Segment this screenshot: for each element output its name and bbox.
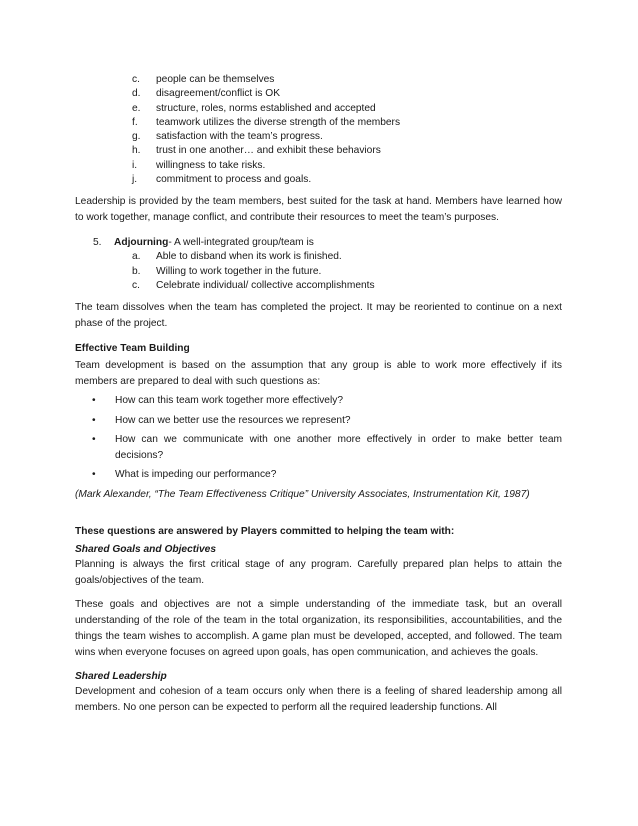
list-text: Able to disband when its work is finished. [156, 251, 342, 263]
list-item [132, 102, 562, 116]
list-text: teamwork utilizes the diverse strength of the members [156, 116, 401, 128]
shared-goals-heading: Shared Goals and Objectives [75, 543, 216, 555]
adjourning-definition: - A well-integrated group/team is [168, 237, 314, 249]
dissolve-paragraph: The team dissolves when the team has completed the project. It may be reoriented to continue on a next phase of the project. [75, 302, 562, 330]
list-item [132, 87, 562, 101]
questions-list [75, 393, 562, 483]
list-item [92, 467, 562, 483]
list-marker: d. [132, 88, 141, 100]
list-text: satisfaction with the team’s progress. [156, 131, 323, 143]
list-marker: j. [132, 174, 138, 186]
list-text: Celebrate individual/ collective accomplishments [156, 279, 375, 291]
list-item [132, 173, 562, 187]
list-marker: c. [132, 74, 140, 85]
list-marker: i. [132, 159, 138, 171]
list-marker: g. [132, 131, 141, 143]
list-text: disagreement/conflict is OK [156, 88, 281, 100]
citation: (Mark Alexander, “The Team Effectiveness Critique” University Associates, Instrumentation Kit, 1987) [75, 488, 530, 500]
team-development-paragraph: Team development is based on the assumption that any group is able to work more effectively if its members are prepared to deal with such questions as: [75, 360, 562, 388]
list-marker: f. [132, 116, 138, 128]
list-marker: e. [132, 102, 141, 114]
list-text: willingness to take risks. [156, 159, 266, 171]
leadership-paragraph: Leadership is provided by the team members, best suited for the task at hand. Members have learned how to work together, manage conflict, and contribute their resources to meet the team’s purposes. [75, 196, 562, 224]
list-marker: a. [132, 251, 141, 263]
list-text: people can be themselves [156, 74, 275, 85]
list-marker: h. [132, 145, 141, 157]
bullet-icon: • [92, 434, 96, 446]
list-item [92, 432, 562, 463]
list-item [92, 413, 562, 429]
effective-team-building-heading: Effective Team Building [75, 343, 190, 355]
characteristics-list [132, 73, 562, 187]
bullet-icon: • [92, 469, 96, 481]
list-text: trust in one another… and exhibit these behaviors [156, 145, 381, 157]
list-item [132, 130, 562, 144]
page-content [75, 73, 562, 716]
list-text: What is impeding our performance? [115, 469, 277, 481]
shared-leadership-paragraph: Development and cohesion of a team occurs only when there is a feeling of shared leadership among all members. No one person can be expected to perform all the required leadership functions. All [75, 685, 562, 713]
adjourning-term: Adjourning [114, 237, 169, 249]
shared-goals-paragraph-1: Planning is always the first critical stage of any program. Carefully prepared plan helps to attain the goals/objectives of the team. [75, 558, 562, 586]
list-text: How can this team work together more effectively? [115, 395, 343, 407]
shared-leadership-heading: Shared Leadership [75, 670, 167, 682]
bullet-icon: • [92, 395, 96, 407]
list-text: commitment to process and goals. [156, 174, 312, 186]
list-item [132, 250, 562, 264]
list-item [132, 159, 562, 173]
shared-goals-paragraph-2: These goals and objectives are not a simple understanding of the immediate task, but an overall understanding of the role of the team in the total organization, its responsibilities, accountabilities, and the things the team wishes to accomplish. A game plan must be developed, accepted, and followed. The team wins when everyone focuses on agreed upon goals, has open communication, and achieves the goals. [75, 598, 562, 658]
list-text: How can we better use the resources we represent? [115, 414, 351, 426]
adjourning-item [93, 235, 562, 250]
list-item [132, 279, 562, 293]
list-item [132, 116, 562, 130]
list-text: Willing to work together in the future. [156, 265, 322, 277]
list-item [132, 144, 562, 158]
players-heading: These questions are answered by Players committed to helping the team with: [75, 525, 455, 537]
adjourning-list [132, 250, 562, 293]
list-item [132, 73, 562, 87]
list-item [132, 265, 562, 279]
item-number: 5. [93, 237, 102, 249]
list-text: structure, roles, norms established and accepted [156, 102, 376, 114]
list-marker: c. [132, 279, 140, 291]
bullet-icon: • [92, 414, 96, 426]
list-text: How can we communicate with one another more effectively in order to make better team decisions? [115, 434, 562, 461]
list-marker: b. [132, 265, 141, 277]
list-item [92, 393, 562, 409]
